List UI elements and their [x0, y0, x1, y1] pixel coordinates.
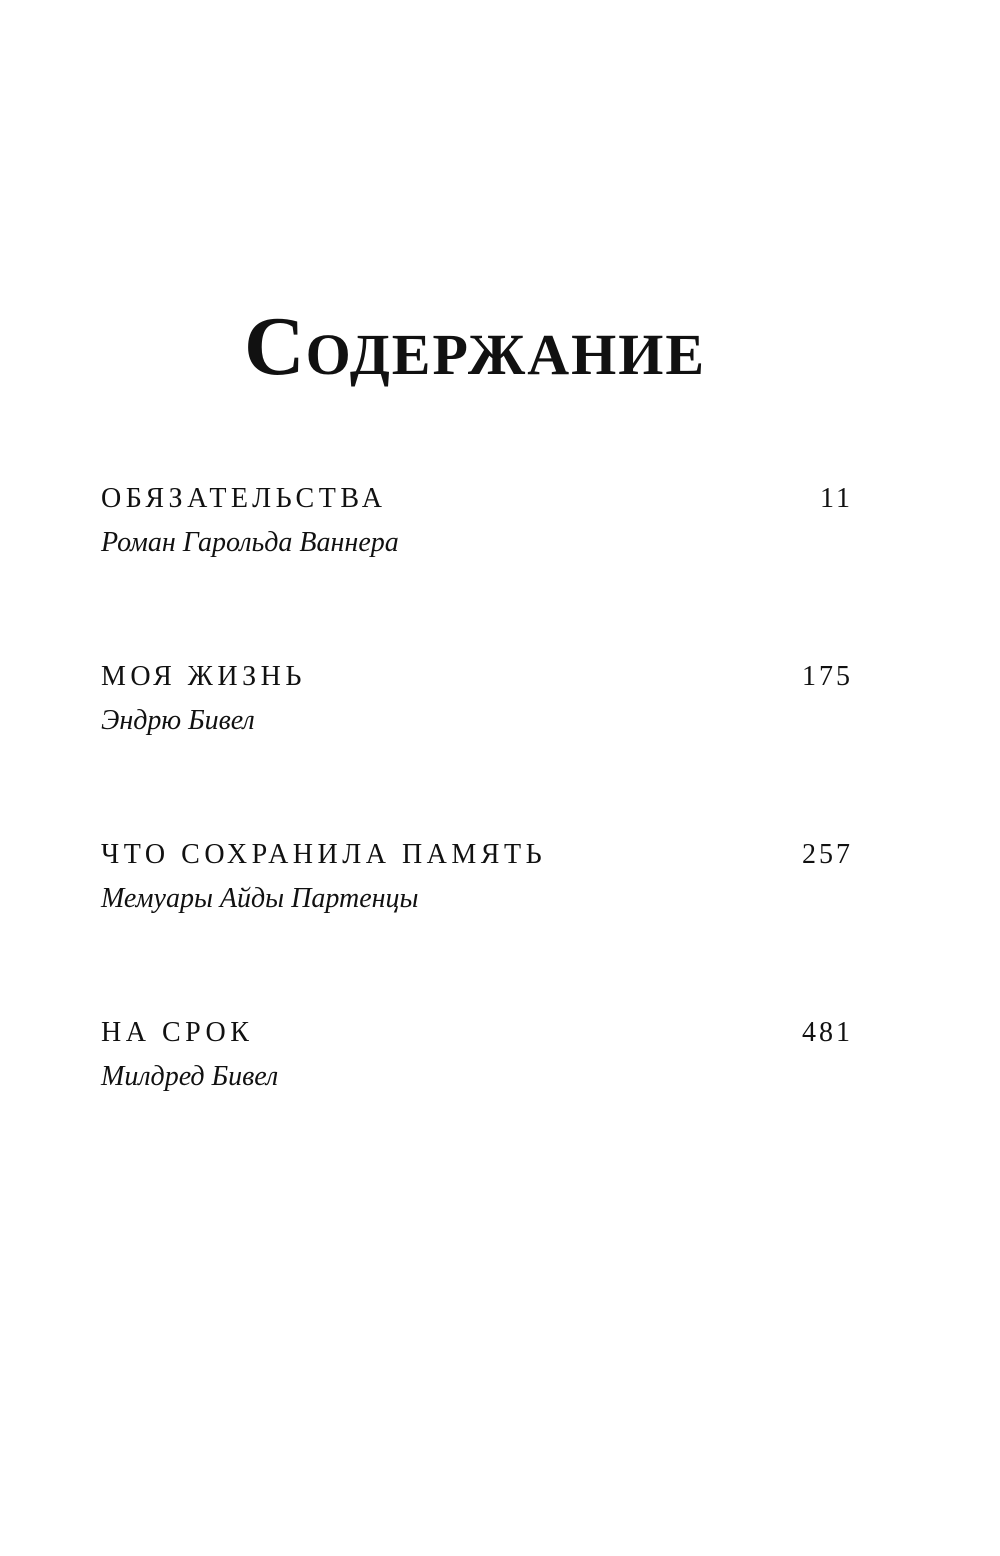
toc-entry-page-number: 257 — [802, 839, 853, 870]
page-title — [0, 299, 950, 400]
toc-entry-title: МОЯ ЖИЗНЬ — [101, 661, 306, 692]
toc-entry-page-number: 11 — [820, 483, 853, 514]
page-title-rest: ОДЕРЖАНИЕ — [305, 321, 707, 387]
page-title-initial: С — [243, 299, 306, 393]
toc-entry-page-number: 175 — [802, 661, 853, 692]
toc-entry-title: НА СРОК — [101, 1017, 254, 1048]
toc-entry-subtitle: Мемуары Айды Партенцы — [101, 883, 419, 914]
toc-entry — [101, 837, 853, 937]
toc-entry-subtitle: Эндрю Бивел — [101, 705, 255, 736]
toc-entry-title: ОБЯЗАТЕЛЬСТВА — [101, 483, 387, 514]
toc-entry-page-number: 481 — [802, 1017, 853, 1048]
toc-entry — [101, 659, 853, 759]
toc-entry-title: ЧТО СОХРАНИЛА ПАМЯТЬ — [101, 839, 547, 870]
toc-entry — [101, 1015, 853, 1115]
toc-entry-subtitle: Милдред Бивел — [101, 1061, 279, 1092]
toc-entry-subtitle: Роман Гарольда Ваннера — [101, 527, 399, 558]
toc-entry — [101, 481, 853, 581]
